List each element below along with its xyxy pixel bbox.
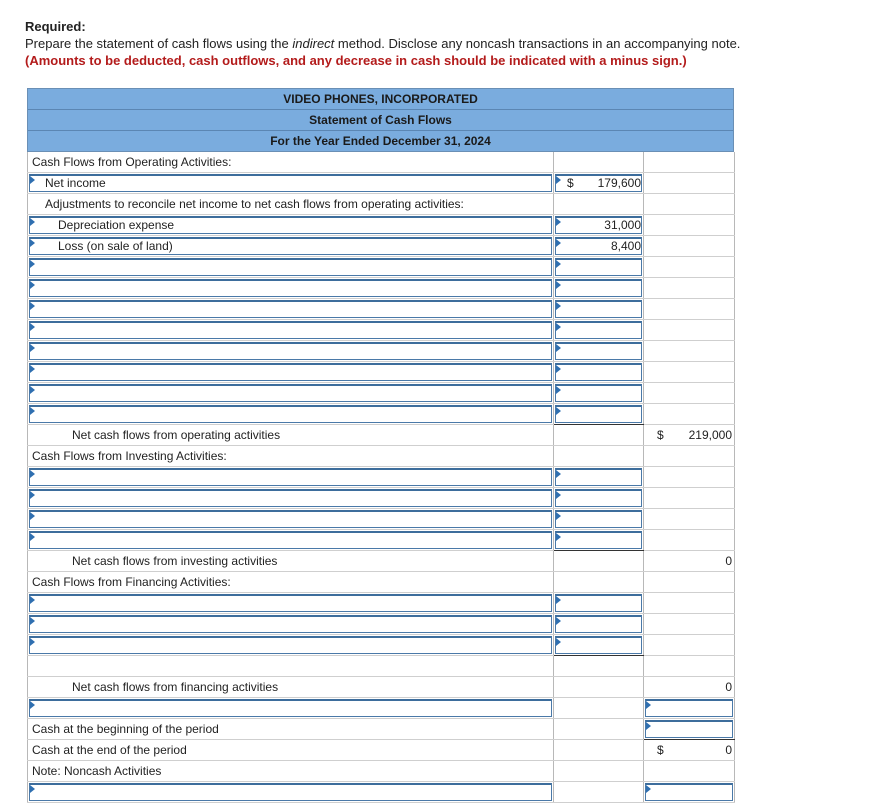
table-row (28, 446, 735, 467)
financing-amount-input[interactable] (554, 635, 644, 656)
currency-symbol: $ (657, 743, 664, 757)
net-income-label: Net income (45, 176, 106, 190)
table-row (28, 215, 735, 236)
instructions-text (25, 35, 740, 52)
table-row (28, 362, 735, 383)
loss-value: 8,400 (610, 239, 641, 253)
investing-amount-input[interactable] (554, 530, 644, 551)
table-row (28, 404, 735, 425)
table-row (28, 677, 735, 698)
table-row (28, 467, 735, 488)
operating-label-input[interactable] (28, 257, 554, 278)
instructions-text-b: method. Disclose any noncash transactions in an accompanying note. (334, 36, 741, 51)
noncash-label-input[interactable] (28, 782, 554, 803)
instructions-note: (Amounts to be deducted, cash outflows, and any decrease in cash should be indicated with a minus sign.) (25, 53, 687, 68)
operating-amount-input[interactable] (554, 299, 644, 320)
table-row (28, 656, 735, 677)
instructions-italic: indirect (292, 36, 335, 51)
table-row (28, 320, 735, 341)
table-row (28, 698, 735, 719)
net-change-label-input[interactable] (28, 698, 554, 719)
table-row (28, 509, 735, 530)
operating-label-input[interactable] (28, 383, 554, 404)
currency-symbol: $ (567, 176, 574, 190)
currency-symbol: $ (657, 428, 664, 442)
table-row (28, 152, 735, 173)
table-row (28, 614, 735, 635)
investing-amount-input[interactable] (554, 509, 644, 530)
cash-beginning-amount-input[interactable] (644, 719, 735, 740)
operating-label-input[interactable] (28, 404, 554, 425)
cash-beginning-label: Cash at the beginning of the period (28, 719, 554, 740)
table-row (28, 278, 735, 299)
investing-label-input[interactable] (28, 530, 554, 551)
required-heading: Required: (25, 19, 86, 34)
table-row (28, 782, 735, 803)
table-row (28, 488, 735, 509)
depreciation-value: 31,000 (604, 218, 641, 232)
investing-amount-input[interactable] (554, 467, 644, 488)
table-row (28, 236, 735, 257)
financing-amount-input[interactable] (554, 614, 644, 635)
operating-label-input[interactable] (28, 341, 554, 362)
table-row (28, 635, 735, 656)
table-row (28, 740, 735, 761)
financing-section-label: Cash Flows from Financing Activities: (28, 572, 554, 593)
noncash-amount-input[interactable] (644, 782, 735, 803)
cash-end-value: 0 (725, 743, 732, 757)
financing-label-input[interactable] (28, 614, 554, 635)
table-row (28, 719, 735, 740)
operating-amount-input[interactable] (554, 383, 644, 404)
financing-label-input[interactable] (28, 635, 554, 656)
net-change-amount-input[interactable] (644, 698, 735, 719)
noncash-note-label: Note: Noncash Activities (28, 761, 554, 782)
loss-amount-field[interactable] (554, 236, 644, 257)
cash-flow-worksheet (27, 88, 734, 803)
statement-title: Statement of Cash Flows (28, 110, 733, 131)
operating-amount-input[interactable] (554, 341, 644, 362)
financing-total-label: Net cash flows from financing activities (28, 677, 554, 698)
operating-label-input[interactable] (28, 362, 554, 383)
financing-amount-input[interactable] (554, 593, 644, 614)
investing-amount-input[interactable] (554, 488, 644, 509)
loss-label-field[interactable] (28, 236, 554, 257)
table-row (28, 299, 735, 320)
table-row (28, 761, 735, 782)
table-row (28, 341, 735, 362)
table-row (28, 593, 735, 614)
table-row (28, 572, 735, 593)
investing-label-input[interactable] (28, 467, 554, 488)
operating-amount-input[interactable] (554, 278, 644, 299)
operating-label-input[interactable] (28, 320, 554, 341)
company-name: VIDEO PHONES, INCORPORATED (28, 89, 733, 110)
net-income-label-field[interactable] (28, 173, 554, 194)
financing-total-value: 0 (725, 680, 732, 694)
statement-period: For the Year Ended December 31, 2024 (270, 134, 491, 148)
loss-label: Loss (on sale of land) (58, 239, 173, 253)
investing-total-label: Net cash flows from investing activities (28, 551, 554, 572)
table-row (28, 425, 735, 446)
investing-label-input[interactable] (28, 509, 554, 530)
instructions (25, 18, 740, 69)
operating-amount-input[interactable] (554, 257, 644, 278)
table-row (28, 257, 735, 278)
financing-label-input[interactable] (28, 593, 554, 614)
operating-amount-input[interactable] (554, 404, 644, 425)
operating-amount-input[interactable] (554, 362, 644, 383)
table-row (28, 173, 735, 194)
statement-table (27, 152, 735, 803)
operating-section-label: Cash Flows from Operating Activities: (28, 152, 554, 173)
net-income-value: 179,600 (597, 176, 641, 190)
table-row (28, 383, 735, 404)
operating-total-label: Net cash flows from operating activities (28, 425, 554, 446)
depreciation-label-field[interactable] (28, 215, 554, 236)
adjustments-label: Adjustments to reconcile net income to net cash flows from operating activities: (28, 194, 554, 215)
operating-label-input[interactable] (28, 278, 554, 299)
investing-total-value: 0 (725, 554, 732, 568)
table-row (28, 530, 735, 551)
operating-total-value: 219,000 (688, 428, 732, 442)
depreciation-label: Depreciation expense (58, 218, 175, 232)
operating-amount-input[interactable] (554, 320, 644, 341)
investing-section-label: Cash Flows from Investing Activities: (28, 446, 554, 467)
table-row (28, 551, 735, 572)
operating-label-input[interactable] (28, 299, 554, 320)
depreciation-amount-field[interactable] (554, 215, 644, 236)
cash-end-label: Cash at the end of the period (28, 740, 554, 761)
table-row (28, 194, 735, 215)
statement-header (27, 88, 734, 152)
net-income-amount-field[interactable] (554, 173, 644, 194)
investing-label-input[interactable] (28, 488, 554, 509)
instructions-text-a: Prepare the statement of cash flows using the (25, 36, 293, 51)
